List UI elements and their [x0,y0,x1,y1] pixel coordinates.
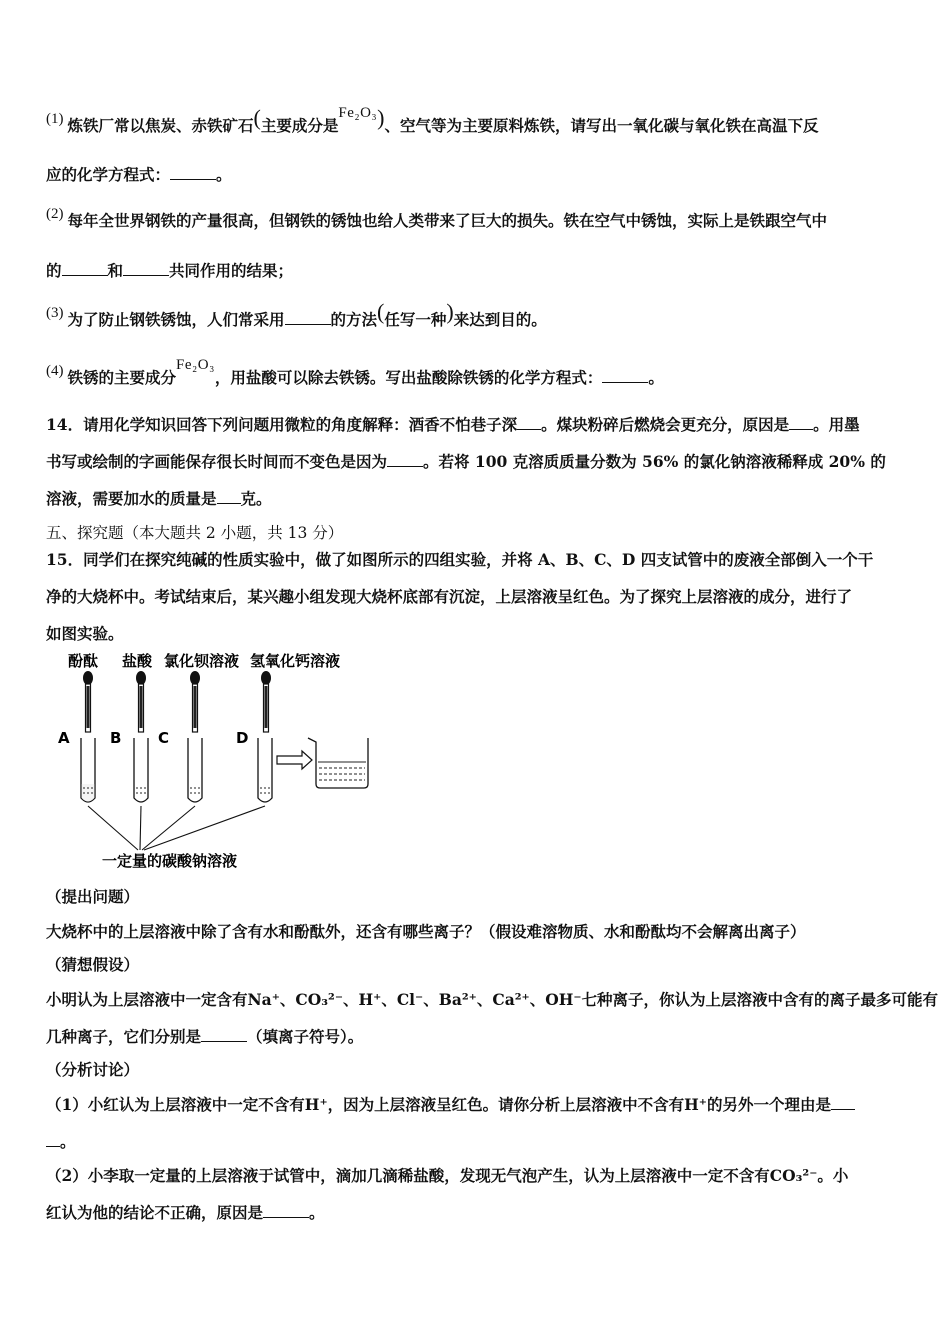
heading-question: （提出问题） [46,887,140,906]
answer-blank[interactable] [285,310,331,325]
hypothesis-line1 [46,990,938,1010]
q14-line1 [46,415,860,435]
answer-blank[interactable] [789,415,813,430]
reagent-label: 盐酸 [122,652,153,670]
text: 的方法 [330,310,378,329]
text: 。 [648,368,664,387]
answer-blank[interactable] [123,261,169,276]
q15-line3: 如图实验。 [46,624,124,643]
text: 。用墨 [813,415,860,434]
text: 、空气等为主要原料炼铁，请写出一氧化碳与氧化铁在高温下反 [384,116,819,135]
answer-blank[interactable] [517,415,541,430]
tube-label: D [236,729,249,747]
tube-label: A [58,729,70,747]
discussion-1-line1 [46,1095,855,1115]
text: 溶液，需要加水的质量是 [46,489,217,508]
formula-fe2o3: Fe₂O₃ [176,357,215,373]
answer-blank[interactable] [602,368,648,383]
reagent-label: 氢氧化钙溶液 [250,652,341,670]
beaker [308,738,368,788]
answer-blank[interactable] [170,165,216,180]
dropper-b [136,671,146,732]
q13-part1-line2 [46,165,232,185]
answer-blank[interactable] [263,1203,309,1218]
q14-line3 [46,489,272,509]
text: 克。 [240,489,272,508]
q13-part2-line2 [46,261,293,281]
paren: ) [377,105,385,130]
text: 红认为他的结论不正确，原因是 [46,1203,264,1222]
heading-hypothesis: （猜想假设） [46,955,140,974]
part-number: (1) [46,111,64,127]
ion: CO₃²⁻ [769,1166,818,1185]
text: 14．请用化学知识回答下列问题用微粒的角度解释：酒香不怕巷子深 [46,415,518,434]
answer-blank[interactable] [217,489,241,504]
text: ，用盐酸可以除去铁锈。写出盐酸除铁锈的化学方程式： [214,368,603,387]
q13-part1-line1 [46,105,819,137]
ion: H⁺ [304,1095,328,1114]
q13-part3 [46,299,547,331]
pour-arrow [277,751,312,769]
text: 任写一种 [384,310,447,329]
text: ，因为上层溶液呈红色。请你分析上层溶液中不含有 [327,1095,685,1114]
dropper-a [83,671,93,732]
text: 为了防止钢铁锈蚀，人们常采用 [67,310,285,329]
text: 炼铁厂常以焦炭、赤铁矿石 [67,116,254,135]
leader-lines [88,806,265,850]
text: 的 [46,261,62,280]
ion: H⁺ [684,1095,707,1114]
hypothesis-line2 [46,1027,363,1047]
text: 和 [107,261,124,280]
text: 。 [309,1203,325,1222]
experiment-figure [50,650,370,875]
dropper-d [261,671,271,732]
text: 。 [216,165,232,184]
text: 。 [60,1132,76,1151]
text: （填离子符号）。 [247,1027,364,1046]
ion-list: Na⁺、CO₃²⁻、H⁺、Cl⁻、Ba²⁺、Ca²⁺、OH⁻ [247,990,582,1009]
tube-label: B [110,729,122,747]
part-number: (2) [46,206,64,222]
part-number: (4) [46,363,64,379]
test-tube-d [258,738,272,802]
paren: ( [253,105,261,130]
reagent-label: 酚酞 [68,652,99,670]
paren: ( [377,299,385,324]
text: 来达到目的。 [453,310,547,329]
q13-part4 [46,357,664,389]
question-text: 大烧杯中的上层溶液中除了含有水和酚酞外，还含有哪些离子？（假设难溶物质、水和酚酞均不会解离出离子） [46,922,806,941]
text: 每年全世界钢铁的产量很高，但钢铁的锈蚀也给人类带来了巨大的损失。铁在空气中锈蚀，实际上是铁跟空气中 [67,211,828,230]
test-tube-c [188,738,202,802]
q15-line1: 15．同学们在探究纯碱的性质实验中，做了如图所示的四组实验，并将 A、B、C、D 四支试管中的废液全部倒入一个干 [46,550,874,569]
paren: ) [446,299,454,324]
part-number: (3) [46,305,64,321]
discussion-2-line2 [46,1203,325,1223]
text: 。若将 100 克溶质质量分数为 56% 的氯化钠溶液稀释成 20% 的 [423,452,886,471]
text: 小明认为上层溶液中一定含有 [46,990,248,1009]
test-tube-a [81,738,95,802]
heading-discussion: （分析讨论） [46,1060,140,1079]
q14-line2 [46,452,886,472]
text: 铁锈的主要成分 [67,368,177,387]
text: 几种离子，它们分别是 [46,1027,202,1046]
answer-blank[interactable] [46,1132,60,1147]
text: （1）小红认为上层溶液中一定不含有 [46,1095,305,1114]
bottom-label: 一定量的碳酸钠溶液 [102,852,238,870]
section-heading: 五、探究题（本大题共 2 小题，共 13 分） [46,524,344,542]
discussion-1-line2 [46,1132,76,1152]
answer-blank[interactable] [201,1027,247,1042]
text: 应的化学方程式： [46,165,171,184]
text: 共同作用的结果； [169,261,294,280]
answer-blank[interactable] [387,452,423,467]
text: 主要成分是 [260,116,339,135]
text: 七种离子，你认为上层溶液中含有的离子最多可能有 [581,990,939,1009]
discussion-2-line1 [46,1166,848,1186]
answer-blank[interactable] [831,1095,855,1110]
formula-fe2o3: Fe₂O₃ [338,105,378,121]
text: （2）小李取一定量的上层溶液于试管中，滴加几滴稀盐酸，发现无气泡产生，认为上层溶液中一定不含有 [46,1166,770,1185]
q15-line2: 净的大烧杯中。考试结束后，某兴趣小组发现大烧杯底部有沉淀，上层溶液呈红色。为了探究上层溶液的成分，进行了 [46,587,853,606]
text: 。小 [817,1166,849,1185]
test-tube-b [134,738,148,802]
dropper-c [190,671,200,732]
text: 的另外一个理由是 [706,1095,831,1114]
text: 书写或绘制的字画能保存很长时间而不变色是因为 [46,452,388,471]
answer-blank[interactable] [62,261,108,276]
reagent-label: 氯化钡溶液 [164,652,240,670]
q13-part2-line1 [46,206,828,232]
text: 。煤块粉碎后燃烧会更充分，原因是 [541,415,790,434]
tube-label: C [158,729,170,747]
